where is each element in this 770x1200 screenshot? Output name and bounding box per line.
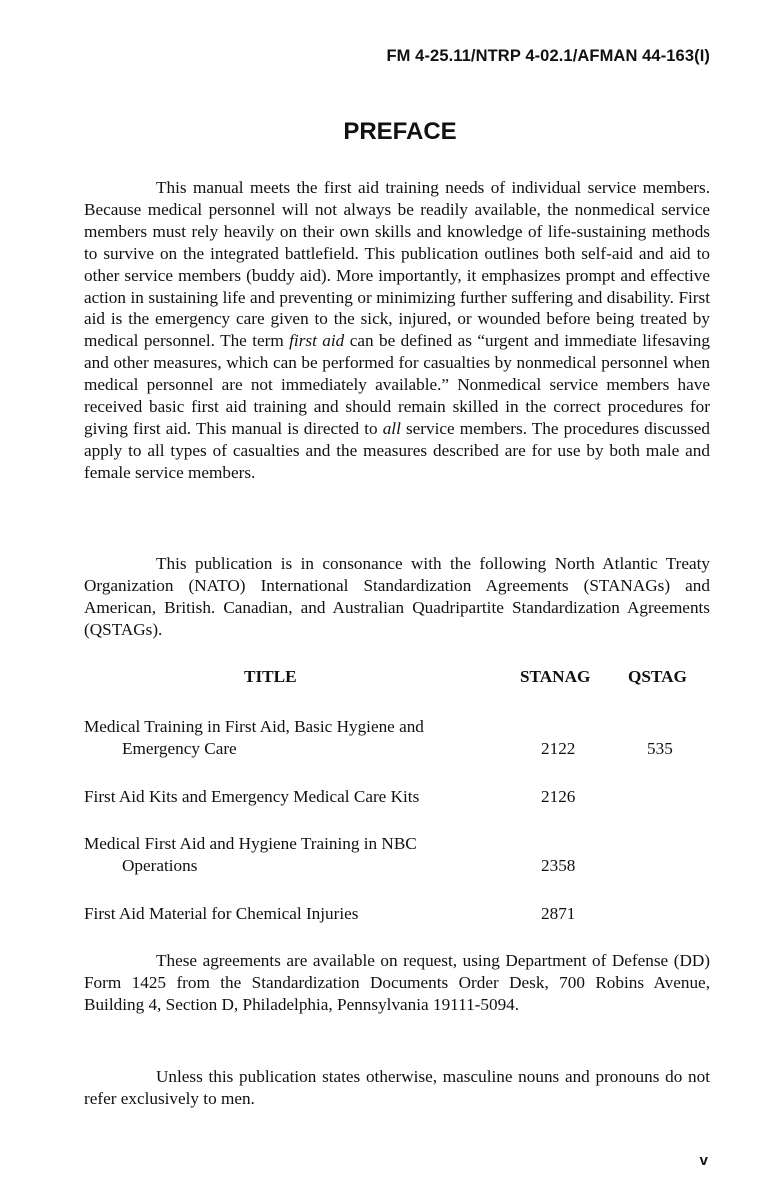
paragraph-2-text: This publication is in consonance with the following North Atlantic Treaty Organization (NATO) International Standardization Agreements (STANAGs) and American, British. Canadian, and Australian Quadripartite Standardization Agreements (QSTAGs). xyxy=(84,554,710,639)
preface-paragraph-1 xyxy=(84,177,710,484)
page-title: PREFACE xyxy=(343,118,457,145)
agreement-title-line-1: First Aid Kits and Emergency Medical Care Kits xyxy=(84,787,420,806)
qstag-number: 535 xyxy=(647,739,673,758)
agreement-title-line-1: First Aid Material for Chemical Injuries xyxy=(84,904,359,923)
agreements-table xyxy=(84,666,710,923)
page-number: v xyxy=(699,1152,708,1169)
paragraph-3-text: These agreements are available on request, using Department of Defense (DD) Form 1425 from the Standardization Documents Order Desk, 700 Robins Avenue, Building 4, Section D, Philadelphia, Pennsylvania 19111-5094. xyxy=(84,951,710,1014)
preface-paragraph-2 xyxy=(84,553,710,641)
agreement-title-line-1: Medical First Aid and Hygiene Training in NBC xyxy=(84,834,417,853)
paragraph-1-text-b: can be defined as “urgent and immediate lifesaving and other measures, which can be performed for casualties by nonmedical personnel when medical personnel are not immediately available.” Nonmedical service members have received basic first aid training and should remain skilled in the correct procedures for giving first aid. This manual is directed to xyxy=(84,331,710,438)
agreement-title-line-2: Operations xyxy=(122,855,198,875)
document-identifier: FM 4-25.11/NTRP 4-02.1/AFMAN 44-163(I) xyxy=(386,47,710,65)
stanag-number: 2126 xyxy=(541,787,576,806)
agreement-title-line-1: Medical Training in First Aid, Basic Hygiene and xyxy=(84,717,424,736)
paragraph-1-text-c: service members. The procedures discussed apply to all types of casualties and the measures described are for use by both male and female service members. xyxy=(84,418,710,482)
agreement-title-line-2: Emergency Care xyxy=(122,738,237,758)
column-header-title: TITLE xyxy=(244,667,297,686)
preface-paragraph-3 xyxy=(84,950,710,1016)
paragraph-4-text: Unless this publication states otherwise, masculine nouns and pronouns do not refer exclusively to men. xyxy=(84,1067,710,1108)
table-header-row xyxy=(84,666,710,688)
agreement-title xyxy=(84,716,504,760)
preface-paragraph-4 xyxy=(84,1066,710,1110)
stanag-number: 2122 xyxy=(541,739,576,758)
column-header-qstag: QSTAG xyxy=(628,667,687,686)
stanag-number: 2871 xyxy=(541,904,576,923)
term-first-aid: first aid xyxy=(289,331,345,351)
stanag-number: 2358 xyxy=(541,856,576,875)
paragraph-1-text-a: This manual meets the first aid training needs of individual service members. Because medical personnel will not always be readily available, the nonmedical service members must rely heavily on their own skills and knowledge of life-sustaining methods to survive on the integrated battlefield. This publication outlines both self-aid and aid to other service members (buddy aid). More importantly, it emphasizes prompt and effective action in sustaining life and preventing or minimizing further suffering and disability. First aid is the emergency care given to the sick, injured, or wounded before being treated by medical personnel. The term xyxy=(84,178,710,351)
agreement-title xyxy=(84,786,504,808)
term-all: all xyxy=(382,418,401,438)
agreement-title xyxy=(84,833,504,877)
column-header-stanag: STANAG xyxy=(520,667,591,686)
agreement-title xyxy=(84,903,504,925)
